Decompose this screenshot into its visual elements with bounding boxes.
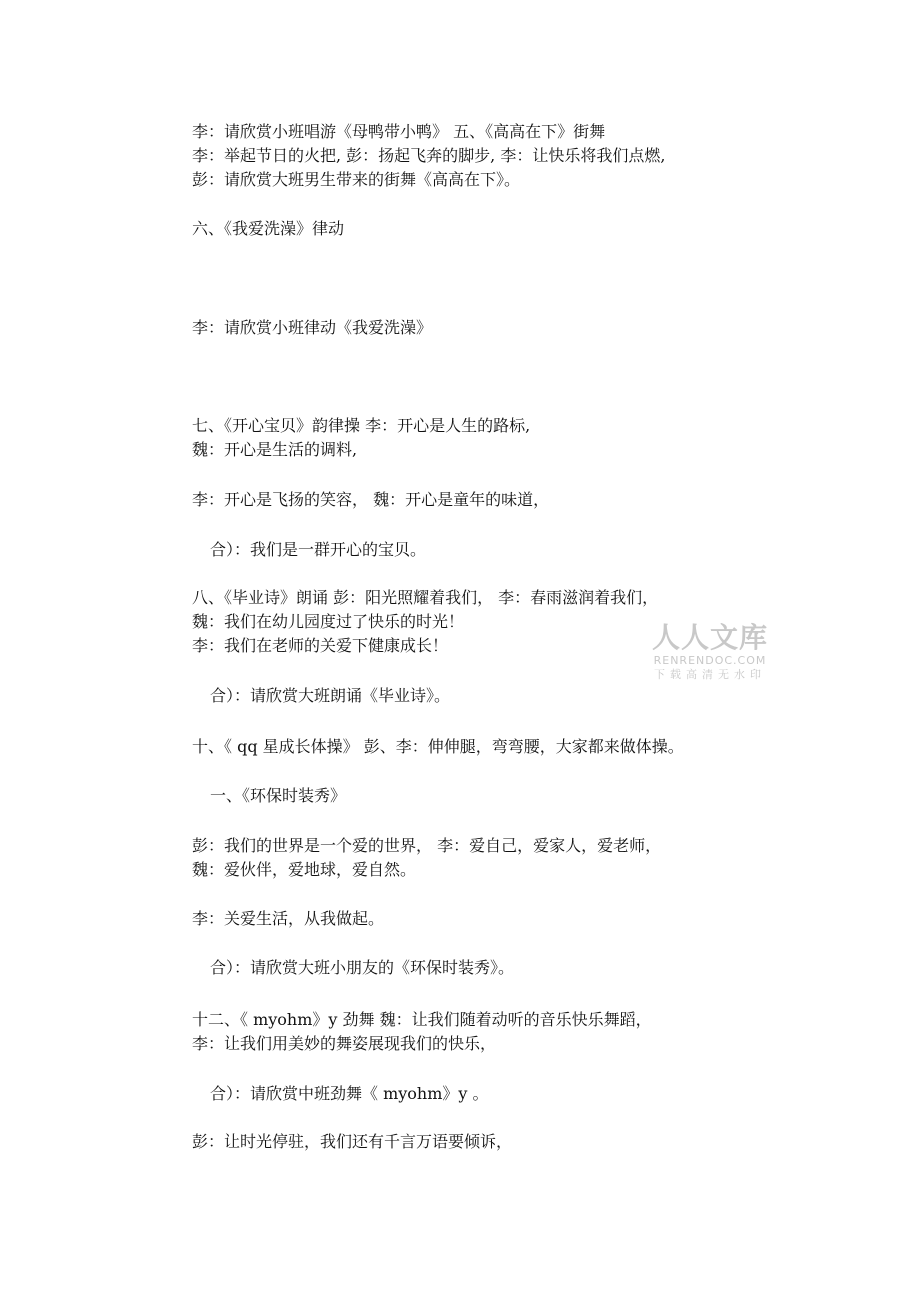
section-heading: 七、《开心宝贝》韵律操 李：开心是人生的路标, <box>192 416 531 435</box>
text-line: 合）：请欣赏大班朗诵《毕业诗》。 <box>210 686 451 705</box>
text-line: 李：让我们用美妙的舞姿展现我们的快乐， <box>192 1034 497 1053</box>
watermark-title: 人人文库 <box>651 621 768 654</box>
text-line: 李：请欣赏小班唱游《母鸭带小鸭》 五、《高高在下》街舞 <box>192 122 606 141</box>
text-line: 彭：我们的世界是一个爱的世界， 李：爱自己，爱家人，爱老师， <box>192 836 662 855</box>
text-line: 李：举起节日的火把, 彭：扬起飞奔的脚步, 李：让快乐将我们点燃, <box>192 146 666 165</box>
text-line: 合）：请欣赏中班劲舞《 myohm》y 。 <box>210 1084 489 1103</box>
text-line: 李：开心是飞扬的笑容， 魏：开心是童年的味道， <box>192 490 550 509</box>
text-line: 魏：爱伙伴，爱地球，爱自然。 <box>192 860 417 879</box>
section-heading: 十、《 qq 星成长体操》 彭、李：伸伸腿，弯弯腰，大家都来做体操。 <box>192 737 684 756</box>
text-line: 彭：请欣赏大班男生带来的街舞《高高在下》。 <box>192 170 521 189</box>
text-line: 李：请欣赏小班律动《我爱洗澡》 <box>192 318 433 337</box>
section-heading: 十二、《 myohm》y 劲舞 魏：让我们随着动听的音乐快乐舞蹈， <box>192 1010 652 1029</box>
text-line: 彭：让时光停驻，我们还有千言万语要倾诉， <box>192 1132 513 1151</box>
text-line: 合）：请欣赏大班小朋友的《环保时装秀》。 <box>210 958 515 977</box>
watermark-subtitle: 下载高清无水印 <box>654 668 766 681</box>
text-line: 魏：我们在幼儿园度过了快乐的时光！ <box>192 612 465 631</box>
text-line: 李：关爱生活，从我做起。 <box>192 909 385 928</box>
section-heading: 八、《毕业诗》朗诵 彭：阳光照耀着我们， 李：春雨滋润着我们， <box>192 588 659 607</box>
text-line: 李：我们在老师的关爱下健康成长！ <box>192 636 449 655</box>
text-line: 魏：开心是生活的调料, <box>192 440 358 459</box>
watermark-domain: RENRENDOC.COM <box>653 654 767 667</box>
watermark-logo <box>648 622 772 682</box>
section-heading: 六、《我爱洗澡》律动 <box>192 219 345 238</box>
text-line: 合）：我们是一群开心的宝贝。 <box>210 540 427 559</box>
section-heading: 一、《环保时装秀》 <box>210 786 347 805</box>
